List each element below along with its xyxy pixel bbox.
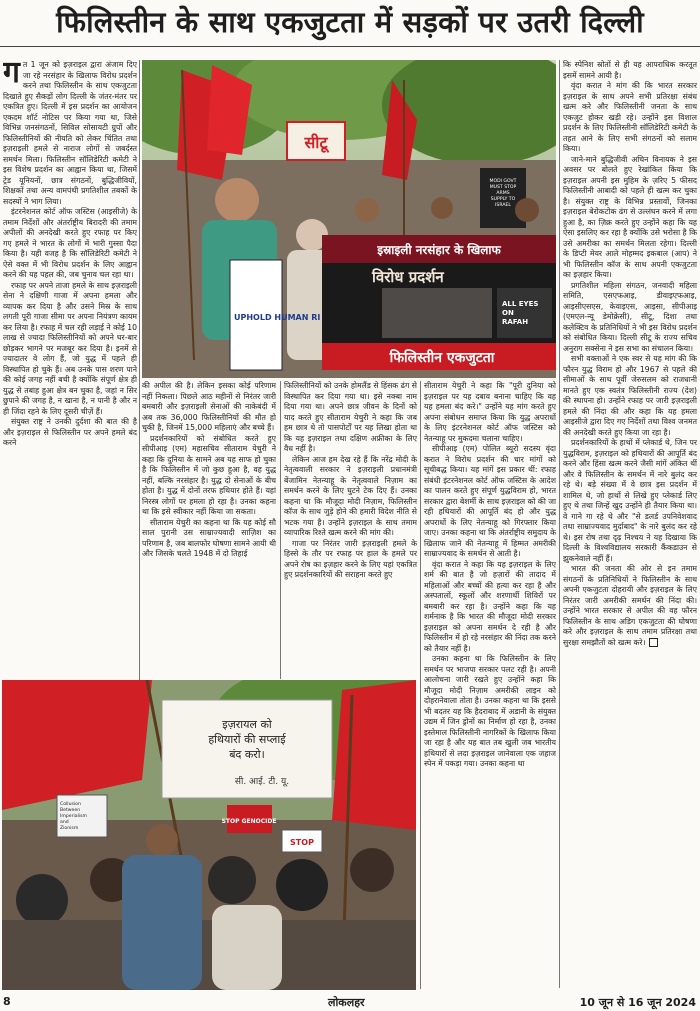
article-column-5	[563, 60, 697, 988]
article-paragraph: वृंदा करात ने कहा कि यह इज़राइल के लिए शर्म की बात है जो हज़ारों की तादाद में महिलाओं और बच्चों की हत्या कर रहा है और अस्पतालों, स्कूलों और शरणार्थी शिविरों पर बमबारी कर रहा है। उन्होंने कहा कि यह शर्मनाक है कि भारत की मौजूदा मोदी सरकार इज़राइल को अपना समर्थन दे रही है और फिलिस्तीन में हो रहे नरसंहार की निंदा तक करने को तैयार नहीं है।	[424, 559, 556, 653]
protest-photo-bottom	[2, 680, 416, 990]
article-paragraph: प्रगतिशील महिला संगठन, जनवादी महिला समिति, एसएफआइ, डीवाइएफआइ, आइसीएसएस, केवाइएस, आइसा, सीपीआइ (एमएल-न्यू डेमोक्रेसी), सीटू, दिशा तथा कलेक्टिव के प्रतिनिधियों ने भी इस विरोध प्रदर्शन को संबोधित किया। दिल्ली सीटू के राज्य सचिव अनुराग सक्सेना ने इस सभा का संचालन किया।	[563, 280, 697, 353]
placard-line-3: बंद करो।	[229, 748, 265, 761]
banner-line-3: फिलिस्तीन एकजुटता	[389, 350, 495, 366]
placard-line-2: हथियारों की सप्लाई	[208, 733, 286, 746]
placard-signature: सी. आई. टी. यू.	[234, 777, 290, 787]
placard-rafah: ALL EYES ON RAFAH	[502, 300, 539, 326]
article-paragraph: भारत की जनता की ओर से इन तमाम संगठनों के प्रतिनिधियों ने फिलिस्तीन के साथ अपनी एकजुटता दोहरायी और इज़राइल के लिए निरंतर जारी अमरीकी समर्थन की निंदा की। उन्होंने भारत सरकार से अपील की वह फौरन फिलिस्तीन के साथ अडिग एकजुटता की घोषणा करे और इज़राइल के साथ तमाम प्रतिरक्षा तथा सुरक्षा समझौतों को खत्म करे।	[563, 564, 697, 647]
article-paragraph: फिलिस्तीनियों को उनके होमलैंड से हिंसक ढंग से विस्थापित कर दिया गया था। इसे नक्बा नाम दिया गया था। अपने छात्र जीवन के दिनों को याद करते हुए सीताराम येचुरी ने कहा कि जब हम छात्र थे तो पासपोर्टों पर यह लिखा होता था कि यह इज़राइल तथा दक्षिण अफ्रीका के लिए वैध नहीं है।	[284, 381, 417, 453]
column-rule	[559, 60, 560, 988]
page-footer	[0, 995, 700, 1011]
article-column-3	[284, 381, 417, 681]
article-paragraph: वृंदा करात ने मांग की कि भारत सरकार इज़राइल के साथ अपने सभी प्रतिरक्षा संबंध खत्म करे और फिलिस्तीनी जनता के साथ एकजुट होकर खड़ी रहे। उन्होंने इस विशाल प्रदर्शन के लिए फिलिस्तीनी सॉलिडेरिटी कमेटी के तहत आने के लिए सभी संगठनों को सलाम किया।	[563, 81, 697, 153]
issue-date: 10 जून से 16 जून 2024	[579, 996, 696, 1009]
article-paragraph: सीपीआइ (एम) पोलित ब्यूरो सदस्य वृंदा करात ने विरोध प्रदर्शन की चार मांगों को सूचीबद्ध किया। यह मांगें इस प्रकार थीं: रफाह संबंधी इंटरनेशनल कोर्ट ऑफ जस्टिस के आदेश का पालन करते हुए संपूर्ण युद्धविराम हो, भारत सरकार द्वारा बेशर्मी के साथ इज़राइल को की जा रही हथियारों की आपूर्ति बंद हो और युद्ध अपराधों के लिए नेतन्याहू को गिरफ्तार किया जाए। उनका कहना था कि अंतर्राष्ट्रीय समुदाय के खिलाफ जाने की नेतन्याहू में हिम्मत अमरीकी साम्राज्यवाद के समर्थन से आती है।	[424, 444, 556, 558]
placard-line-1: इज़रायल को	[222, 718, 272, 731]
banner-line-1: इस्राइली नरसंहार के खिलाफ	[377, 243, 501, 257]
publication-name: लोकलहर	[328, 996, 365, 1009]
page-number: 8	[3, 995, 11, 1008]
article-paragraph: प्रदर्शनकारियों के हाथों में प्लेकार्ड थे, जिन पर युद्धविराम, इज़राइल को हथियारों की आपूर्ति बंद करने और हिंसा खत्म करने जैसी मांगें अंकित थीं और वे फिलिस्तीन के समर्थन में नारे बुलंद कर रहे थे। बड़े संख्या में वे छात्र इस प्रदर्शन में शामिल थे, जो हाथों से लिखे हुए प्लेकार्ड लिए हुए थे तथा जिन्हें खुद उन्होंने ही तैयार किया था। वे गाने गा रहे थे और "से डलर्ड उपनिवेशवाद तथा साम्राज्यवाद मुर्दाबाद" के नारे बुलंद कर रहे थे। इस रोष तथा दृढ़ निश्चय ने यह दिखाया कि दिल्ली के विश्वविद्यालय सरकारी कैंकडाउन से झुकनेवाले नहीं हैं।	[563, 438, 697, 563]
placard-modi: MODI GOVT MUST STOP ARMS SUPPLY TO ISRAEL	[489, 179, 517, 208]
column-rule	[139, 60, 140, 680]
drop-cap: ग	[3, 60, 20, 90]
article-paragraph: उनका कहना था कि फिलिस्तीन के लिए समर्थन पर भाजपा सरकार पलट रही है। अपनी आलोचना जारी रखते हुए उन्होंने कहा कि मौजूदा मोदी निज़ाम अमरीकी लाइन को दोहरानेवाला तोता है। उनका कहना था कि इससे भी बदतर यह कि हैदराबाद में अडानी के संयुक्त उद्यम में जिन ड्रोनों का निर्माण हो रहा है, उनका इस्तेमाल फिलिस्तीनी नागरिकों के खिलाफ किया जा रहा है और यह बात तब खुली जब भारतीय हथियारों से लदा इज़राइल जानेवाला एक जहाज स्पेन में पकड़ा गया। उनका कहना था	[424, 654, 556, 768]
article-paragraph: सीताराम येचुरी का कहना था कि यह कोई सौ साल पुरानी उस साम्राज्यवादी साज़िश का परिणाम है, जब बालफोर घोषणा सामने आयी थी और जिसके चलते 1948 में दो तिहाई	[142, 517, 276, 558]
article-paragraph: रफाह पर अपने ताजा हमले के साथ इज़राइली सेना ने दक्षिणी गाजा में अपना हमला और व्यापक कर दिया है और उसने मिस्र के साथ लगती पूरी गाजा सीमा पर अपना नियंत्रण कायम कर लिया है। रफाह में चल रही लड़ाई ने कोई 10 लाख से ज्यादा फिलिस्तीनियों को अपने घर-बार छोड़कर भागने पर मजबूर कर दिया है। इनमें से ज्यादातर वे लोग हैं, जो युद्ध में पहले ही विस्थापित हो चुके हैं। अब उनके पास शरण पाने की कोई जगह नहीं बची है क्योंकि संपूर्ण क्षेत्र ही युद्ध से तबाह हुआ क्षेत्र बन चुका है, जहां न सिर छुपाने की जगह है, न खाना है, न पानी है और न ही जिंदा रहने के लिए दूसरी चीज़ें हैं।	[3, 280, 137, 416]
end-mark	[649, 638, 658, 647]
article-paragraph: प्रदर्शनकारियों को संबोधित करते हुए सीपीआइ (एम) महासचिव सीताराम येचुरी ने कहा कि दुनिया के सामने अब यह साफ हो चुका है कि फिलिस्तीन में जो कुछ हुआ है, वह युद्ध नहीं, बल्कि नरसंहार है। युद्ध दो सेनाओं के बीच होता है। युद्ध में दोनों तरफ हथियार होते हैं। यहां निरस्त्र लोगों पर हमला हो रहा है। उनका कहना था कि इसे स्वीकार नहीं किया जा सकता।	[142, 433, 276, 516]
column-rule	[280, 381, 281, 679]
article-paragraph: जाने-माने बुद्धिजीवी अचिन विनायक ने इस अवसर पर बोलते हुए रेखांकित किया कि इज़राइल अपनी इस मुहिम के ज़रिए 5 फीसद फिलिस्तीनी आबादी को पहले ही खत्म कर चुका है। संयुक्त राष्ट्र के विभिन्न प्रस्तावों, जिनका इज़राइल बेरोकटोक ढंग से उल्लंघन करने में लगा हुआ है, का ज़िक्र करते हुए उन्होंने कहा कि यह ऐसा इसलिए कर रहा है क्योंकि उसे भरोसा है कि उसे अमरीका का समर्थन मिलता रहेगा। दिल्ली के डिप्टी मेयर आले मोहम्मद इकबाल (आप) ने भी फिलिस्तीन कॉज के साथ अपनी एकजुटता का इज़हार किया।	[563, 154, 697, 279]
article-paragraph: गत 1 जून को इज़राइल द्वारा अंजाम दिए जा रहे नरसंहार के खिलाफ विरोध प्रदर्शन करने तथा फिलिस्तीन के साथ एकजुटता दिखाते हुए सैकड़ों लोग दिल्ली के जंतर-मंतर पर एकत्रित हुए। दिल्ली में इस प्रदर्शन का आयोजन एकदम शॉर्ट नोटिस पर किया गया था, जिसे विभिन्न जनसंगठनों, सिविल सोसायटी ग्रुपों और फिलिस्तीनियों की नीयति को लेकर चिंतित तथा इज़राइली हमले से नाराज लोगों से जबर्दस्त समर्थन मिला। फिलिस्तीन सॉलिडेरिटी कमेटी ने इस विशेष प्रदर्शन का आह्वान किया था, जिसमें ट्रेड यूनियनों, छात्र संगठनों, बुद्धिजीवियों, शिक्षकों तथा अन्य वामपंथी प्रगतिशील तबकों के सदस्यों ने भाग लिया।	[3, 60, 137, 206]
placard-stop: STOP	[290, 838, 314, 847]
article-paragraph: सभी वक्ताओं ने एक स्वर से यह मांग की कि फौरन युद्ध विराम हो और 1967 से पहले की सीमाओं के साथ पूर्वी जेरुसलम को राजधानी मानते हुए एक स्वतंत्र फिलिस्तीनी राज्य (देश) की स्थापना हो। उन्होंने रफाह पर जारी इज़राइली हमले की निंदा की और कहा कि यह हमला आइसीजे द्वारा दिए गए निर्देशों तथा विश्व जनमत की अनदेखी करते हुए किया जा रहा है।	[563, 354, 697, 437]
article-column-1	[3, 60, 137, 682]
placard-human-rights: UPHOLD HUMAN RI	[234, 313, 321, 322]
article-paragraph: लेकिन आज हम देख रहे हैं कि नरेंद्र मोदी के नेतृत्ववाली सरकार ने इज़राइली प्रधानमंत्री बेंजामिन नेतन्याहू के नेतृत्ववाले निज़ाम का समर्थन करने के लिए घुटने टेक दिए हैं। उनका कहना था कि मौजूदा मोदी निज़ाम, फिलिस्तीन कॉज के साथ जुड़े होने की हमारी विदेश नीति से भटक गया है। उन्होंने इज़राइल के साथ तमाम व्यापारिक रिश्ते खत्म करने की मांग की।	[284, 454, 417, 537]
banner-line-2: विरोध प्रदर्शन	[372, 268, 444, 286]
article-paragraph: गाजा पर निरंतर जारी इज़राइली हमले के हिस्से के तौर पर रफाह पर हाल के हमले पर अपने रोष का इज़हार करने के लिए यहां एकत्रित हुए प्रदर्शनकारियों की सराहना करते हुए	[284, 538, 417, 579]
headline: फिलिस्तीन के साथ एकजुटता में सड़कों पर उतरी दिल्ली	[0, 0, 700, 47]
placard-collusion: Collusion Between Imperialism and Zionism	[60, 802, 87, 831]
article-column-4	[424, 381, 556, 991]
protest-photo-top-image	[142, 60, 556, 378]
article-paragraph: कि स्पेनिश स्रोतों से ही यह आपराधिक करतूत इसमें सामने आयी है।	[563, 60, 697, 80]
protest-photo-bottom-image	[2, 680, 416, 990]
article-paragraph: की अपील की है। लेकिन इसका कोई परिणाम नहीं निकला। पिछले आठ महीनों से निरंतर जारी बमबारी और इज़राइली सेनाओं की नाकेबंदी में अब तक 36,000 फिलिस्तीनियों की मौत हो चुकी है, जिनमें 15,000 महिलाएं और बच्चे हैं।	[142, 381, 276, 432]
article-paragraph: संयुक्त राष्ट्र ने उनकी दुर्दशा की बात की है और इज़राइल से फिलिस्तीन पर अपने हमले बंद करने	[3, 417, 137, 447]
protest-photo-top	[142, 60, 556, 378]
column-rule	[420, 381, 421, 989]
placard-stop-genocide: STOP GENOCIDE	[221, 818, 277, 825]
article-paragraph: सीताराम येचुरी ने कहा कि "पूरी दुनिया को इज़राइल पर यह दबाव बनाना चाहिए कि वह यह हमला बंद करे।" उन्होंने यह मांग करते हुए अपना संबोधन समाप्त किया कि युद्ध अपराधों के लिए इंटरनेशनल कोर्ट ऑफ जस्टिस को नेतन्याहू पर मुकदमा चलाना चाहिए।	[424, 381, 556, 443]
article-column-2	[142, 381, 276, 681]
placard-citu: सीटू	[304, 133, 328, 152]
article-paragraph: इंटरनेशनल कोर्ट ऑफ जस्टिस (आइसीजे) के तमाम निर्देशों और अंतर्राष्ट्रीय बिरादरी की तमाम अपीलों की अनदेखी करते हुए रफाह पर किए गए हमले ने भारत के लोगों में भारी गुस्सा पैदा किया है। यही वजह है कि सॉलिडेरिटी कमेटी ने ऐसे वक्त में भी विरोध प्रदर्शन के लिए आह्वान करने की यह पहल की, जब चुनाव चल रहा था।	[3, 207, 137, 279]
